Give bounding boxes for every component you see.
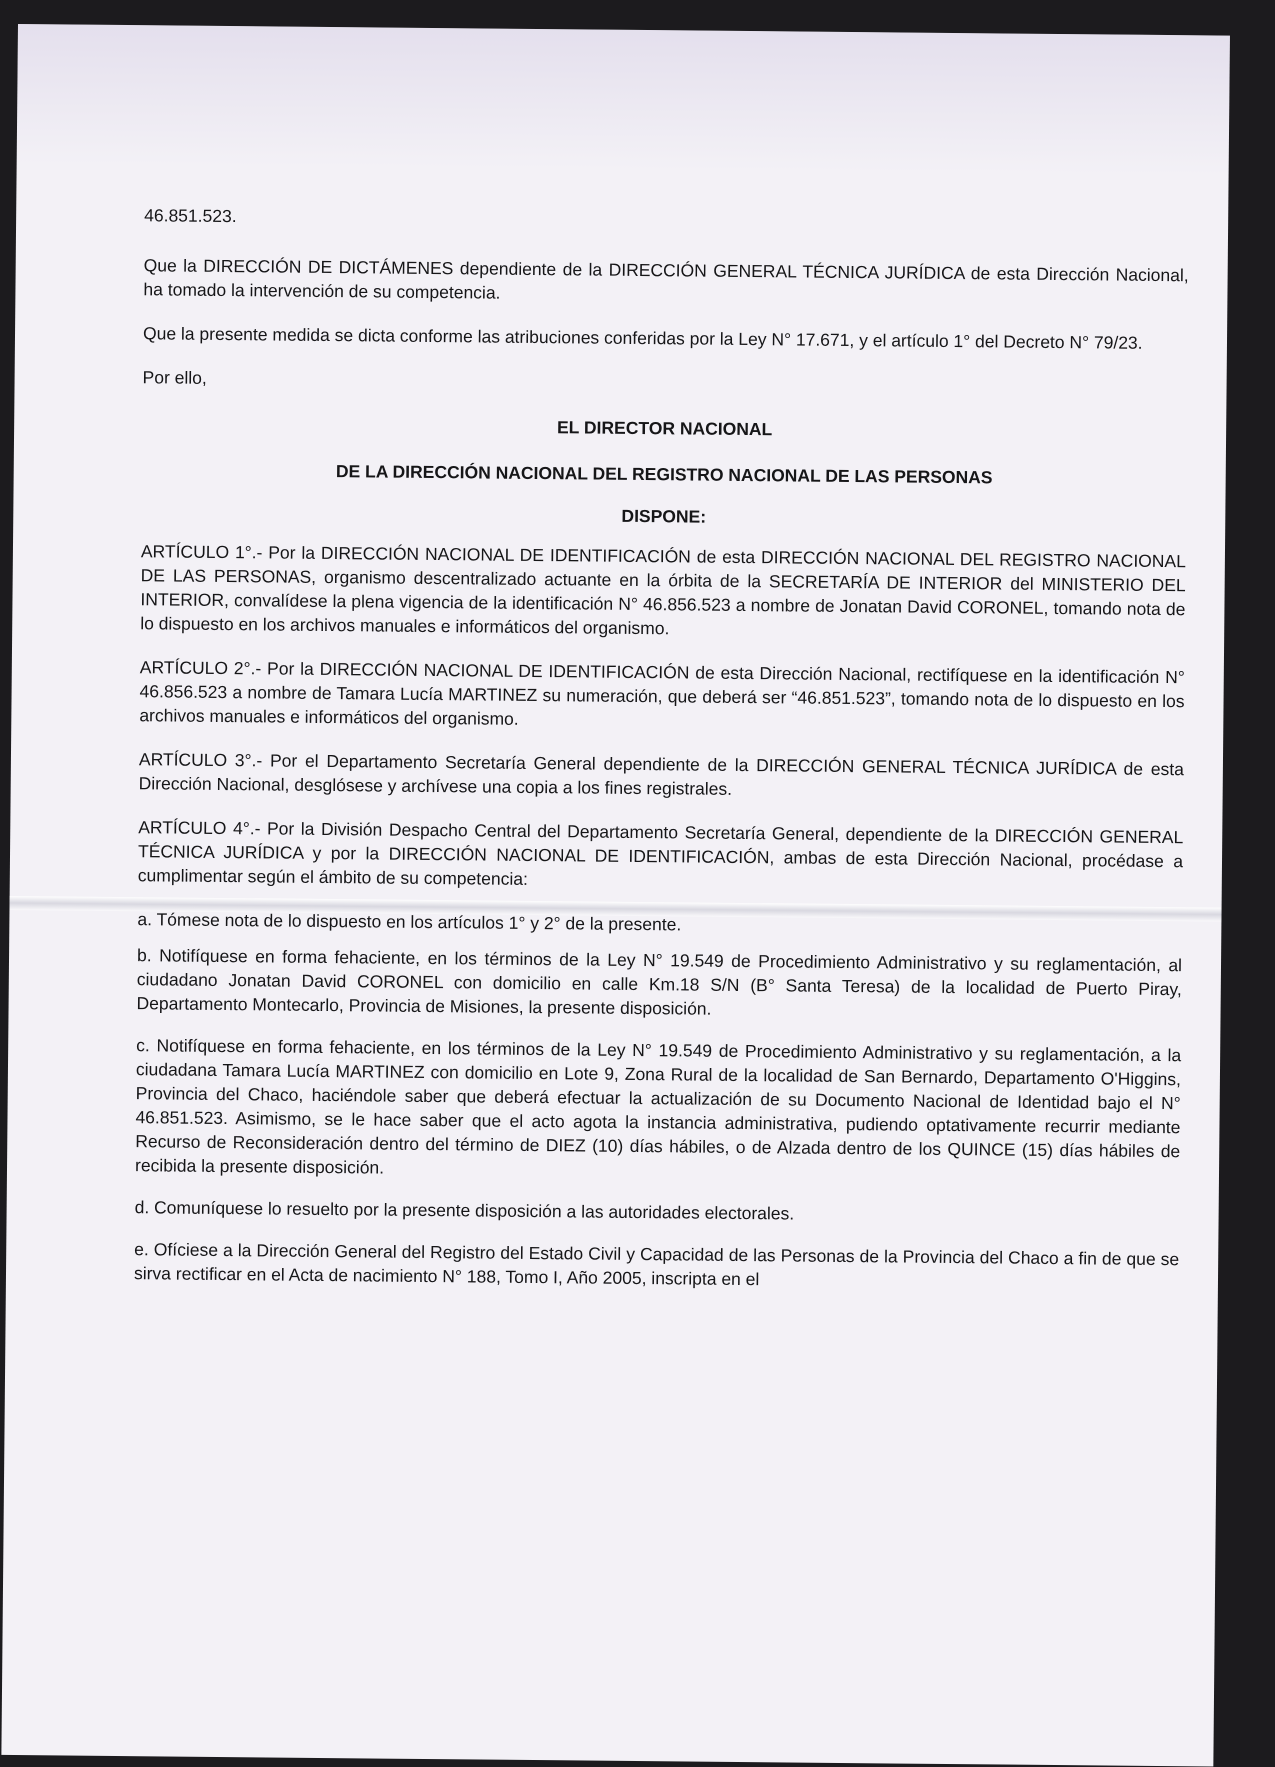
document-page <box>1 24 1230 1767</box>
article-1: ARTÍCULO 1°.- Por la DIRECCIÓN NACIONAL DE IDENTIFICACIÓN de esta DIRECCIÓN NACIONAL DEL REGISTRO NACIONAL DE LAS PERSONAS, organismo descentralizado actuante en la órbita de la SECRETARÍA DE INTERIOR del MINISTERIO DEL INTERIOR, convalídese la plena vigencia de la identificación N° 46.856.523 a nombre de Jonatan David CORONEL, tomando nota de lo dispuesto en los archivos manuales e informáticos del organismo. <box>140 541 1186 639</box>
article-3: ARTÍCULO 3°.- Por el Departamento Secretaría General dependiente de la DIRECCIÓN GENERAL TÉCNICA JURÍDICA de esta Dirección Nacional, desglósese y archívese una copia a los fines registrales. <box>138 749 1184 799</box>
heading-dispone: DISPONE: <box>621 505 707 527</box>
item-e: e. Ofíciese a la Dirección General del Registro del Estado Civil y Capacidad de las Personas de la Provincia del Chaco a fin de que se sirva rectificar en el Acta de nacimiento N° 188, Tomo I, Año 2005, inscripta en el <box>133 1239 1180 1290</box>
paragraph-atribuciones: Que la presente medida se dicta conforme las atribuciones conferidas por la Ley N° 17.671, y el artículo 1° del Decreto N° 79/23. <box>142 323 1143 353</box>
item-c: c. Notifíquese en forma fehaciente, en los términos de la Ley N° 19.549 de Procedimiento Administrativo y su reglamentación, a la ciudadana Tamara Lucía MARTINEZ con domicilio en Lote 9, Zona Rural de la localidad de San Bernardo, Departamento O'Higgins, Provincia del Chaco, haciéndole saber que deberá efectuar la actualización de su Documento Nacional de Identidad bajo el N° 46.851.523. Asimismo, se le hace saber que el acto agota la instancia administrativa, pudiendo optativamente recurrir mediante Recurso de Reconsideración dentro del término de DIEZ (10) días hábiles, o de Alzada dentro de los QUINCE (15) días hábiles de recibida la presente disposición. <box>134 1035 1182 1178</box>
paragraph-dictamenes: Que la DIRECCIÓN DE DICTÁMENES dependiente de la DIRECCIÓN GENERAL TÉCNICA JURÍDICA de esta Dirección Nacional, ha tomado la intervención de su competencia. <box>143 255 1189 303</box>
article-4: ARTÍCULO 4°.- Por la División Despacho Central del Departamento Secretaría General, dependiente de la DIRECCIÓN GENERAL TÉCNICA JURÍDICA y por la DIRECCIÓN NACIONAL DE IDENTIFICACIÓN, ambas de esta Dirección Nacional, procédase a cumplimentar según el ámbito de su competencia: <box>137 817 1184 889</box>
item-a: a. Tómese nota de lo dispuesto en los artículos 1° y 2° de la presente. <box>137 909 682 935</box>
item-b: b. Notifíquese en forma fehaciente, en los términos de la Ley N° 19.549 de Procedimiento Administrativo y su reglamentación, al ciudadano Jonatan David CORONEL con domicilio en calle Km.18 S/N (B° Santa Teresa) de la localidad de Puerto Piray, Departamento Montecarlo, Provincia de Misiones, la presente disposición. <box>136 945 1183 1019</box>
paragraph-por-ello: Por ello, <box>142 367 207 388</box>
item-d: d. Comuníquese lo resuelto por la presente disposición a las autoridades electorales. <box>134 1197 795 1224</box>
article-2: ARTÍCULO 2°.- Por la DIRECCIÓN NACIONAL DE IDENTIFICACIÓN de esta Dirección Nacional, rectifíquese en la identificación N° 46.856.523 a nombre de Tamara Lucía MARTINEZ su numeración, que deberá ser “46.851.523”, tomando nota de lo dispuesto en los archivos manuales e informáticos del organismo. <box>139 657 1185 729</box>
reference-number: 46.851.523. <box>144 205 237 227</box>
document-body <box>134 203 1190 1313</box>
heading-direccion: DE LA DIRECCIÓN NACIONAL DEL REGISTRO NACIONAL DE LAS PERSONAS <box>335 461 993 488</box>
heading-director: EL DIRECTOR NACIONAL <box>556 417 773 440</box>
